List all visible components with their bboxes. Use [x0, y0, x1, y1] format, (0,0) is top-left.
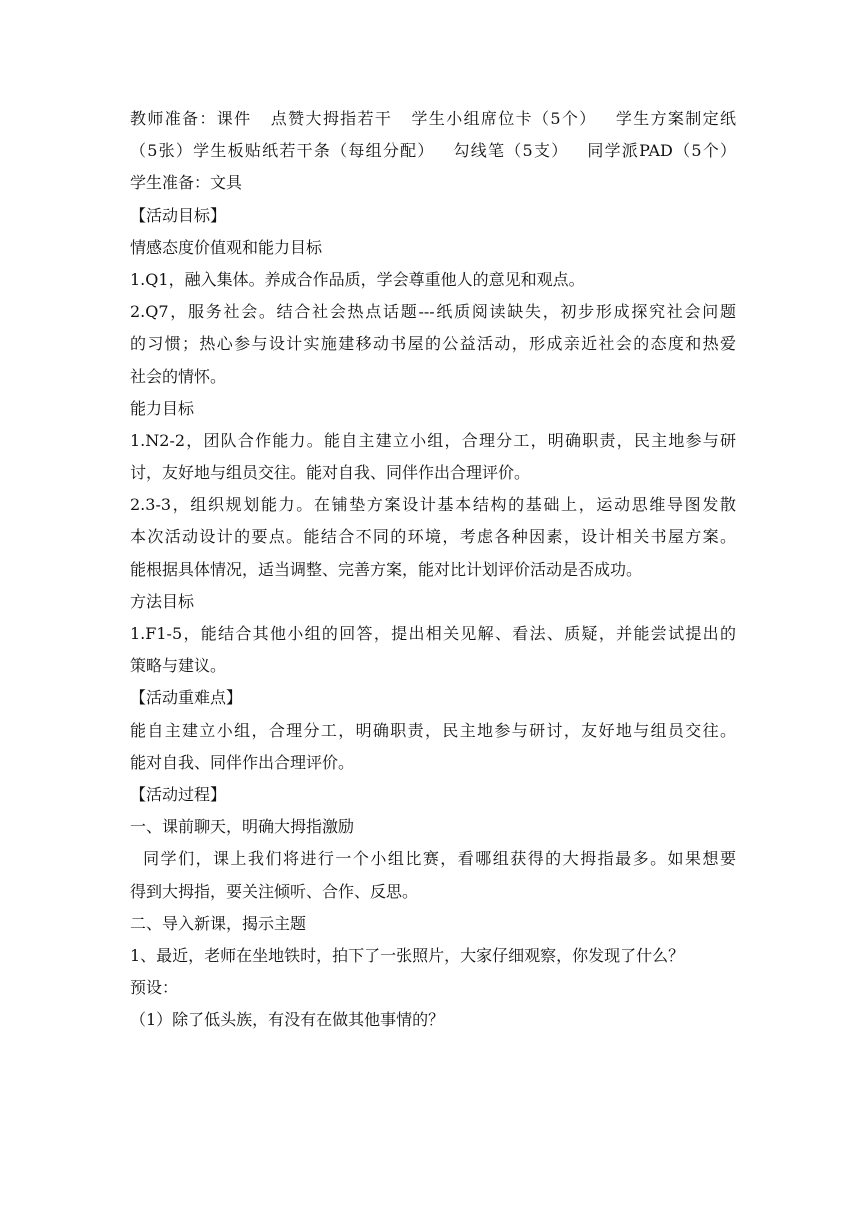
text-line: 能自主建立小组，合理分工，明确职责，民主地参与研讨，友好地与组员交往。: [130, 720, 736, 740]
subheading: 二、导入新课，揭示主题: [130, 913, 307, 933]
text-line: 2.Q7，服务社会。结合社会热点话题---纸质阅读缺失，初步形成探究社会问题: [130, 302, 736, 322]
text-line: （5张）学生板贴纸若干条（每组分配） 勾线笔（5支） 同学派PAD（5个）: [130, 141, 736, 161]
text-line: 教师准备：课件 点赞大拇指若干 学生小组席位卡（5个） 学生方案制定纸: [130, 109, 736, 128]
text-line: 同学们，课上我们将进行一个小组比赛，看哪组获得的大拇指最多。如果想要: [130, 849, 736, 869]
subheading: 情感态度价值观和能力目标: [130, 237, 323, 257]
text-line: （1）除了低头族，有没有在做其他事情的？: [130, 1010, 445, 1030]
text-line: 策略与建议。: [130, 656, 227, 676]
text-line: 预设：: [130, 978, 179, 998]
section-heading: 【活动目标】: [130, 205, 227, 225]
section-heading: 【活动重难点】: [130, 688, 243, 708]
text-line: 本次活动设计的要点。能结合不同的环境，考虑各种因素，设计相关书屋方案。: [130, 527, 736, 547]
subheading: 方法目标: [130, 591, 195, 611]
text-line: 得到大拇指，要关注倾听、合作、反思。: [130, 881, 419, 901]
text-line: 能对自我、同伴作出合理评价。: [130, 752, 355, 772]
text-line: 1.N2-2，团队合作能力。能自主建立小组，合理分工，明确职责，民主地参与研: [130, 430, 736, 450]
section-heading: 【活动过程】: [130, 784, 227, 804]
subheading: 能力目标: [130, 398, 195, 418]
text-line: 讨，友好地与组员交往。能对自我、同伴作出合理评价。: [130, 463, 531, 483]
text-line: 2.3-3，组织规划能力。在铺垫方案设计基本结构的基础上，运动思维导图发散: [130, 495, 736, 515]
text-line: 的习惯；热心参与设计实施建移动书屋的公益活动，形成亲近社会的态度和热爱: [130, 334, 736, 354]
text-line: 学生准备：文具: [130, 173, 243, 193]
text-line: 1、最近，老师在坐地铁时，拍下了一张照片，大家仔细观察，你发现了什么？: [130, 945, 685, 965]
text-line: 社会的情怀。: [130, 366, 227, 386]
text-line: 能根据具体情况，适当调整、完善方案，能对比计划评价活动是否成功。: [130, 559, 643, 579]
text-line: 1.Q1，融入集体。养成合作品质，学会尊重他人的意见和观点。: [130, 269, 585, 289]
text-line: 1.F1-5，能结合其他小组的回答，提出相关见解、看法、质疑，并能尝试提出的: [130, 624, 736, 643]
document-body: [130, 103, 736, 1036]
subheading: 一、课前聊天，明确大拇指激励: [130, 817, 355, 837]
